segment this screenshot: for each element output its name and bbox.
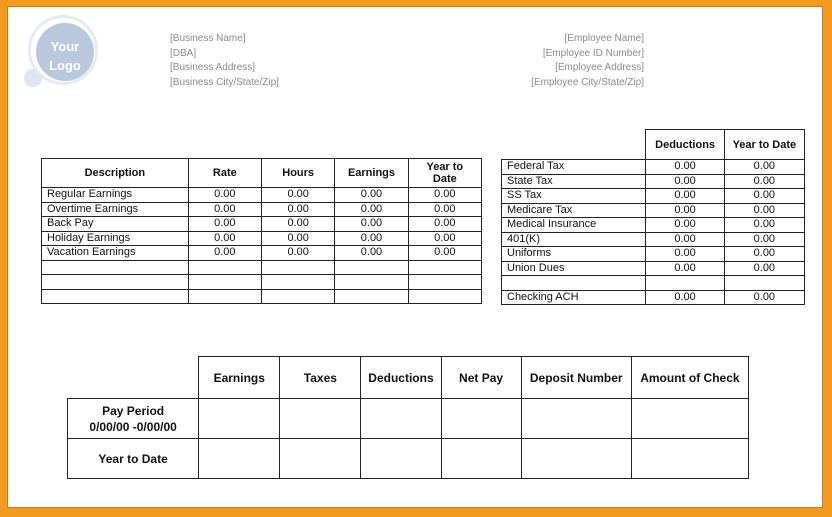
- earnings-rate: 0.00: [188, 188, 261, 203]
- ytd-label: Year to Date: [68, 439, 199, 479]
- employee-name: [Employee Name]: [564, 33, 644, 44]
- table-row: [502, 189, 805, 204]
- business-city-state-zip: [Business City/State/Zip]: [170, 76, 279, 88]
- employee-address: [Employee Address]: [555, 62, 644, 73]
- deduction-amount: 0.00: [646, 218, 724, 233]
- deduction-ytd: 0.00: [724, 160, 804, 175]
- table-row: [502, 160, 805, 175]
- deductions-table: [501, 129, 805, 305]
- earnings-ytd: 0.00: [408, 246, 481, 261]
- deduction-label: SS Tax: [502, 189, 646, 204]
- business-dba: [DBA]: [170, 47, 197, 59]
- logo-text: [36, 37, 94, 75]
- summary-col-net-pay: Net Pay: [441, 357, 521, 399]
- table-row: [502, 218, 805, 233]
- earnings-amount: 0.00: [335, 231, 408, 246]
- employee-info: [531, 32, 644, 90]
- deduction-ytd: 0.00: [724, 203, 804, 218]
- checking-amount: 0.00: [646, 290, 724, 305]
- earnings-hours: 0.00: [261, 246, 334, 261]
- earnings-header-row: [42, 159, 482, 188]
- deduction-amount: 0.00: [646, 261, 724, 276]
- deduction-amount: 0.00: [646, 160, 724, 175]
- deduction-label: 401(K): [502, 232, 646, 247]
- summary-col-deposit-number: Deposit Number: [521, 357, 631, 399]
- earnings-amount: 0.00: [335, 217, 408, 232]
- logo-placeholder: [24, 13, 104, 93]
- deduction-ytd: 0.00: [724, 174, 804, 189]
- deduction-label: Uniforms: [502, 247, 646, 262]
- earnings-ytd: 0.00: [408, 217, 481, 232]
- earnings-description: Holiday Earnings: [42, 231, 189, 246]
- deduction-amount: 0.00: [646, 232, 724, 247]
- earnings-amount: 0.00: [335, 188, 408, 203]
- summary-col-deductions: Deductions: [361, 357, 441, 399]
- paystub-document: [7, 6, 823, 508]
- table-row: [42, 217, 482, 232]
- summary-col-taxes: Taxes: [280, 357, 361, 399]
- earnings-col-hours: Hours: [261, 159, 334, 188]
- earnings-amount: 0.00: [335, 246, 408, 261]
- deductions-col-ytd: Year to Date: [724, 130, 804, 160]
- table-row: [502, 261, 805, 276]
- table-row-empty: [42, 275, 482, 290]
- earnings-rate: 0.00: [188, 231, 261, 246]
- earnings-hours: 0.00: [261, 202, 334, 217]
- deduction-label: Federal Tax: [502, 160, 646, 175]
- deduction-ytd: 0.00: [724, 189, 804, 204]
- deduction-label: Medicare Tax: [502, 203, 646, 218]
- earnings-description: Overtime Earnings: [42, 202, 189, 217]
- earnings-rate: 0.00: [188, 246, 261, 261]
- deduction-amount: 0.00: [646, 203, 724, 218]
- earnings-description: Vacation Earnings: [42, 246, 189, 261]
- earnings-table: [41, 158, 482, 304]
- earnings-hours: 0.00: [261, 217, 334, 232]
- deduction-amount: 0.00: [646, 247, 724, 262]
- table-row-checking: [502, 290, 805, 305]
- earnings-col-rate: Rate: [188, 159, 261, 188]
- summary-table: [67, 356, 749, 479]
- earnings-amount: 0.00: [335, 202, 408, 217]
- earnings-col-description: Description: [42, 159, 189, 188]
- business-name: [Business Name]: [170, 33, 246, 44]
- pay-period-label: [68, 399, 199, 439]
- business-info: [170, 32, 279, 90]
- deduction-label: Union Dues: [502, 261, 646, 276]
- logo-line-2: Logo: [49, 58, 81, 73]
- earnings-rate: 0.00: [188, 217, 261, 232]
- earnings-col-earnings: Earnings: [335, 159, 408, 188]
- table-row: [502, 203, 805, 218]
- employee-id: [Employee ID Number]: [542, 47, 644, 59]
- summary-col-amount-of-check: Amount of Check: [631, 357, 748, 399]
- logo-line-1: Your: [50, 39, 80, 54]
- checking-label: Checking ACH: [502, 290, 646, 305]
- deduction-ytd: 0.00: [724, 232, 804, 247]
- deduction-amount: 0.00: [646, 174, 724, 189]
- deduction-label: Medical Insurance: [502, 218, 646, 233]
- earnings-col-ytd: Year to Date: [408, 159, 481, 188]
- earnings-ytd: 0.00: [408, 231, 481, 246]
- table-row: [42, 231, 482, 246]
- deduction-ytd: 0.00: [724, 261, 804, 276]
- earnings-hours: 0.00: [261, 231, 334, 246]
- table-row: [502, 247, 805, 262]
- deductions-col-deductions: Deductions: [646, 130, 724, 160]
- summary-row-pay-period: [68, 399, 749, 439]
- business-address: [Business Address]: [170, 62, 256, 73]
- deduction-ytd: 0.00: [724, 247, 804, 262]
- employee-city-state-zip: [Employee City/State/Zip]: [531, 76, 644, 88]
- summary-col-earnings: Earnings: [199, 357, 280, 399]
- deduction-amount: 0.00: [646, 189, 724, 204]
- table-row-empty: [42, 289, 482, 304]
- earnings-rate: 0.00: [188, 202, 261, 217]
- pay-period-range: 0/00/00 -0/00/00: [89, 419, 177, 434]
- checking-ytd: 0.00: [724, 290, 804, 305]
- summary-header-row: [68, 357, 749, 399]
- deduction-label: State Tax: [502, 174, 646, 189]
- earnings-ytd: 0.00: [408, 188, 481, 203]
- table-row: [42, 202, 482, 217]
- table-row: [42, 246, 482, 261]
- earnings-description: Back Pay: [42, 217, 189, 232]
- table-row-empty: [502, 276, 805, 291]
- table-row: [42, 188, 482, 203]
- earnings-hours: 0.00: [261, 188, 334, 203]
- pay-period-title: Pay Period: [102, 403, 165, 418]
- table-row-empty: [42, 260, 482, 275]
- summary-row-ytd: [68, 439, 749, 479]
- deductions-header-row: [502, 130, 805, 160]
- earnings-description: Regular Earnings: [42, 188, 189, 203]
- deduction-ytd: 0.00: [724, 218, 804, 233]
- table-row: [502, 232, 805, 247]
- earnings-ytd: 0.00: [408, 202, 481, 217]
- table-row: [502, 174, 805, 189]
